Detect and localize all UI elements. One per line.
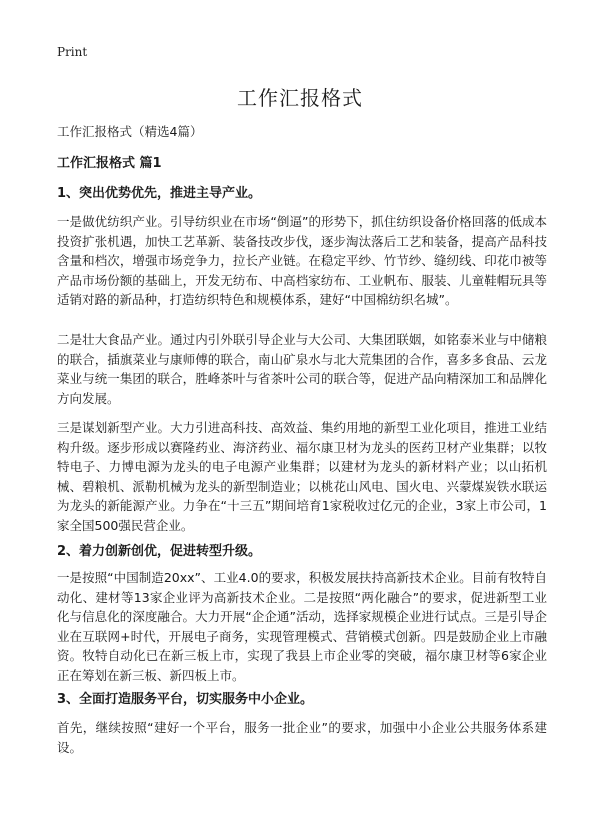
section-heading: 2、着力创新创优，促进转型升级。 [57,544,262,559]
paragraph: 一是做优纺织产业。引导纺织业在市场“倒逼”的形势下，抓住纺织设备价格回落的低成本投资扩张机遇，加快工艺革新、装备技改步伐，逐步淘汰落后工艺和装备，提高产品科技含量和档次，增强市场竞争力，拉长产业链。在稳定平纱、竹节纱、缝纫线、印花巾被等产品市场份额的基础上，开发无纺布、中高档家纺布、工业帆布、服装、儿童鞋帽玩具等适销对路的新品种，打造纺织特色和规模体系，建好“中国棉纺织名城”。 [57,214,547,308]
paragraph: 一是按照“中国制造20xx”、工业4.0的要求，积极发展扶持高新技术企业。目前有牧特自动化、建材等13家企业评为高新技术企业。二是按照“两化融合”的要求，促进新型工业化与信息化的深度融合。大力开展“企企通”活动，选择家规模企业进行试点。三是引导企业在互联网+时代，开展电子商务，实现管理模式、营销模式创新。四是鼓励企业上市融资。牧特自动化已在新三板上市，实现了我县上市企业零的突破，福尔康卫材等6家企业正在筹划在新三板、新四板上市。 [57,570,547,683]
print-link[interactable]: Print [57,45,88,59]
document-subtitle: 工作汇报格式（精选4篇） [57,124,203,139]
paragraph: 三是谋划新型产业。大力引进高科技、高效益、集约用地的新型工业化项目，推进工业结构升级。逐步形成以赛隆药业、海济药业、福尔康卫材为龙头的医药卫材产业集群；以牧特电子、力博电源为龙头的电子电源产业集群；以建材为龙头的新材料产业；以山拓机械、碧粮机、派勒机械为龙头的新型制造业；以桃花山风电、国火电、兴蒙煤炭铁水联运为龙头的新能源产业。力争在“十三五”期间培育1家税收过亿元的企业，3家上市公司，1家全国500强民营企业。 [57,420,547,533]
paragraph: 首先，继续按照“建好一个平台，服务一批企业”的要求，加强中小企业公共服务体系建设。 [57,720,547,755]
paragraph: 二是壮大食品产业。通过内引外联引导企业与大公司、大集团联姻，如铭泰米业与中储粮的联合，插旗菜业与康师傅的联合，南山矿泉水与北大荒集团的合作，喜多多食品、云龙菜业与统一集团的联合，胜峰茶叶与省茶叶公司的联合等，促进产品向精深加工和品牌化方向发展。 [57,332,547,406]
document-title: 工作汇报格式 [237,86,363,110]
chapter-title: 工作汇报格式 篇1 [57,156,162,171]
section-heading: 3、全面打造服务平台，切实服务中小企业。 [57,692,314,707]
section-heading: 1、突出优势优先，推进主导产业。 [57,186,262,201]
